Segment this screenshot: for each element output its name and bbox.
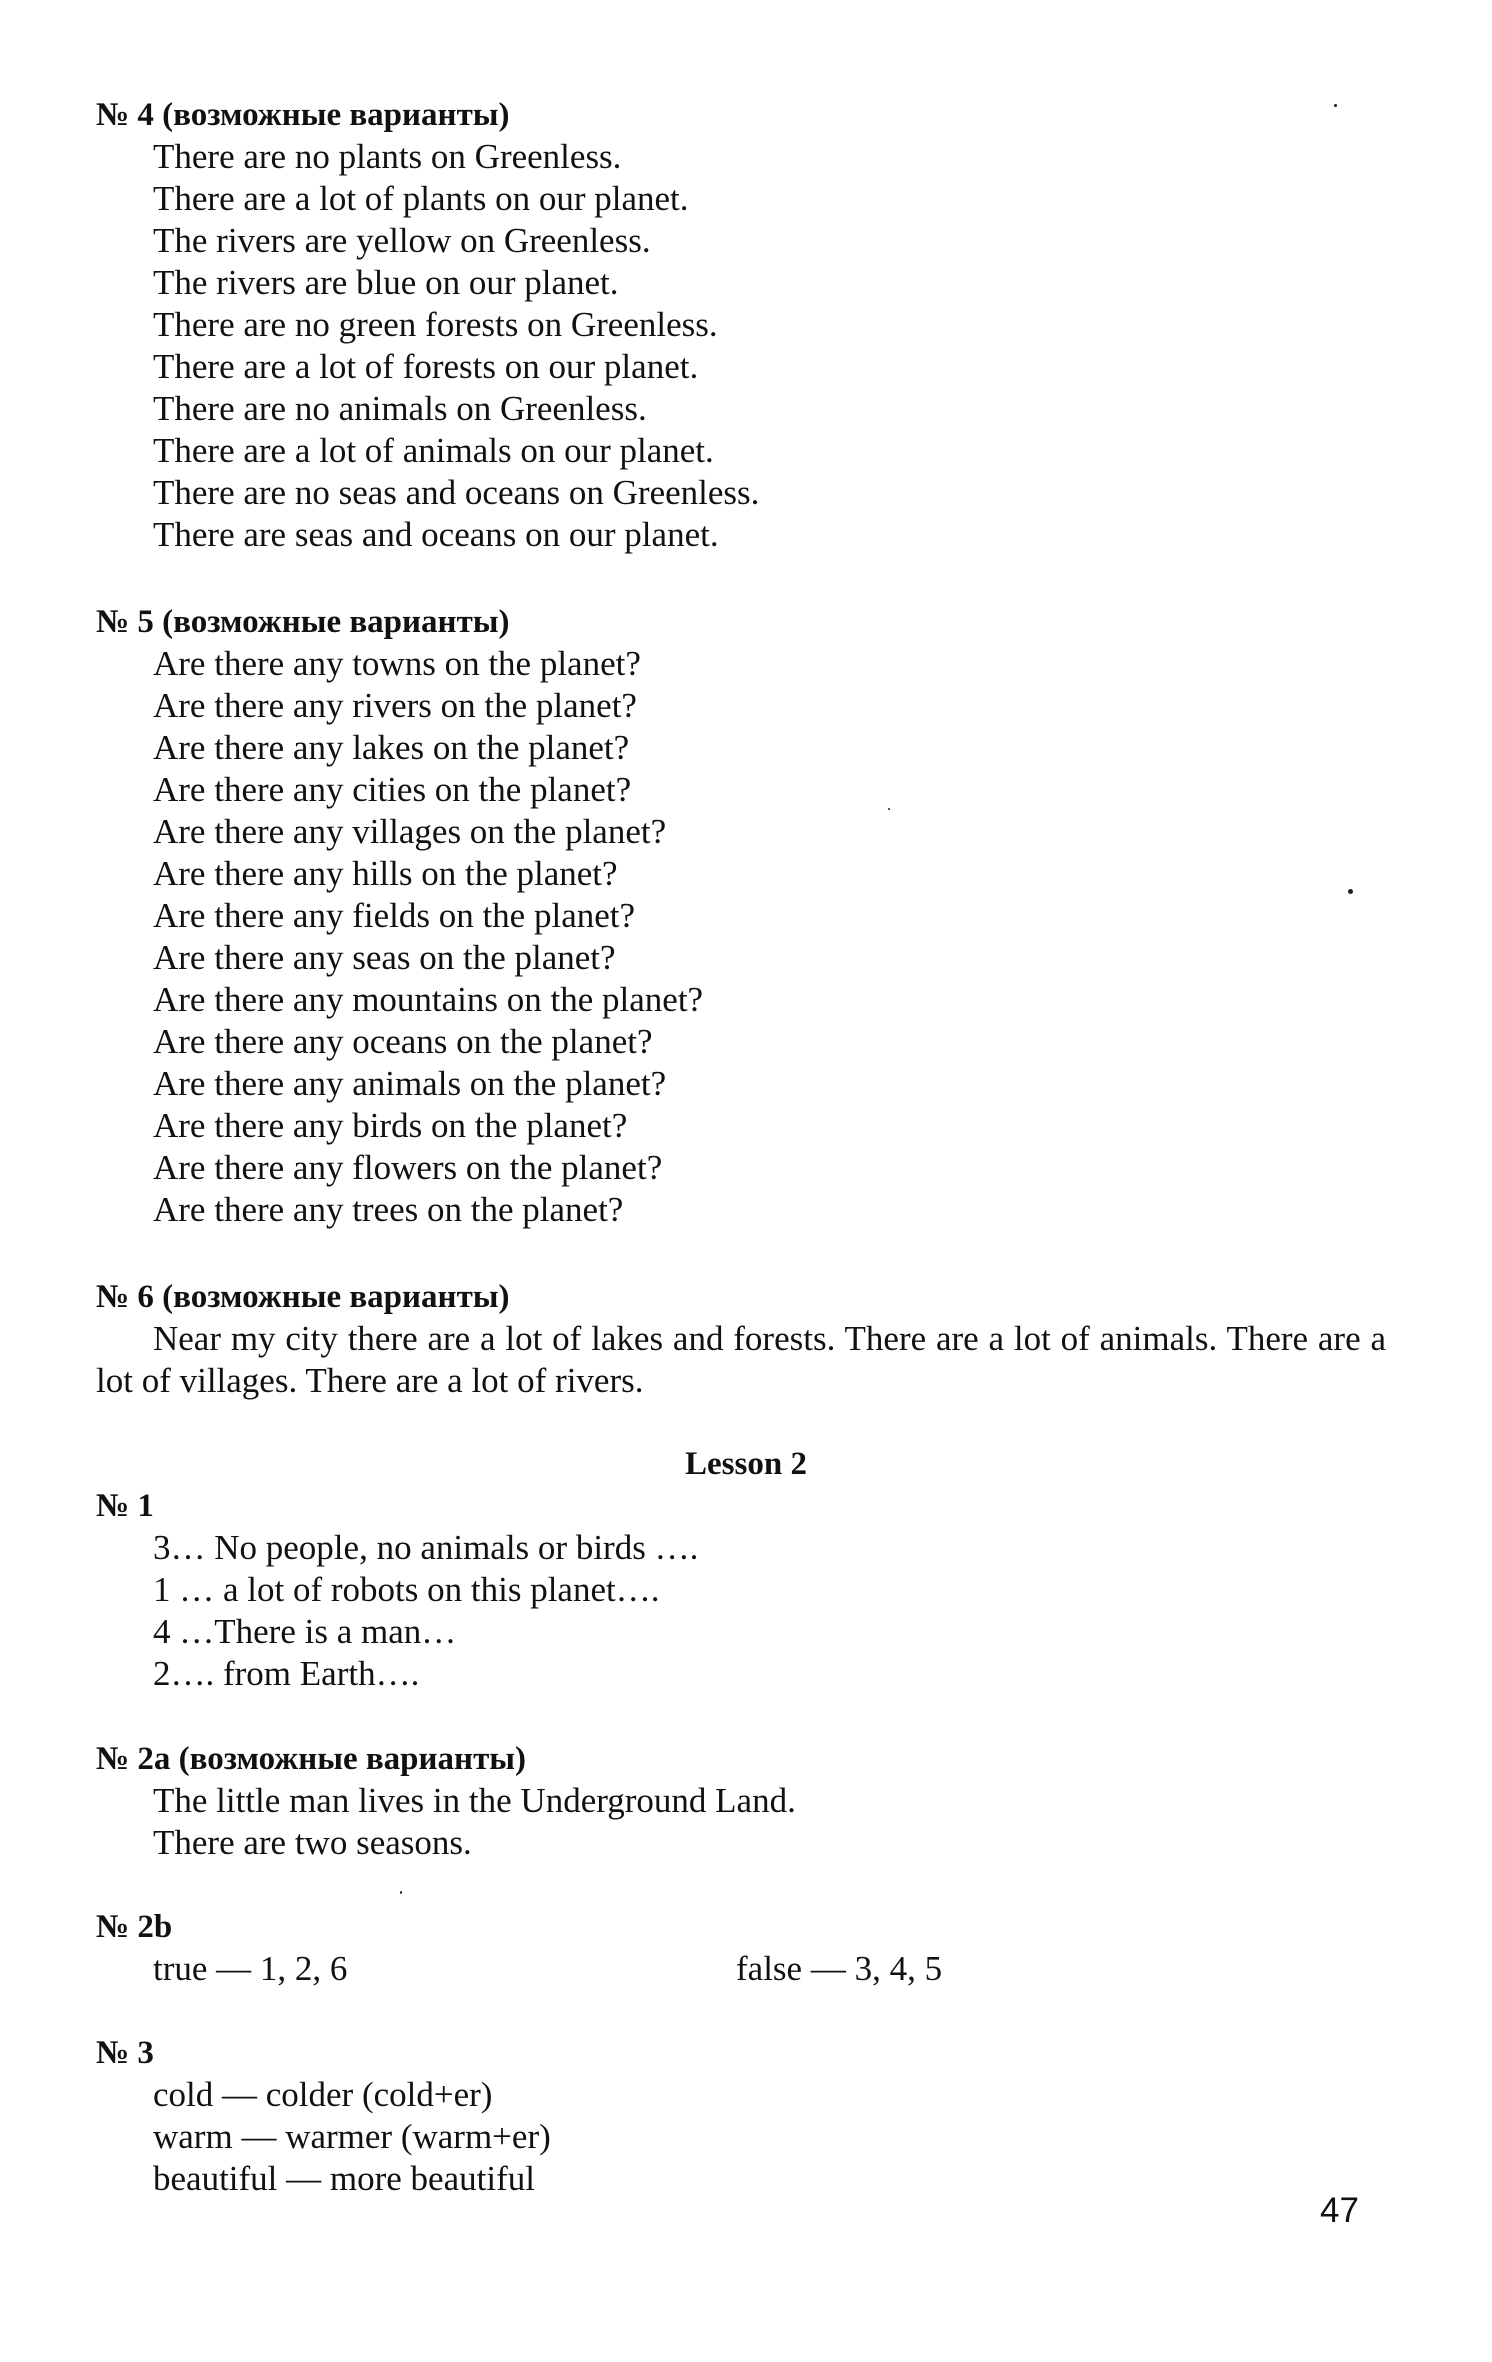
lesson-2-exercise-2a <box>96 1738 1386 1864</box>
lesson-title-text: Lesson 2 <box>685 1446 807 1482</box>
exercise-3-title: № 3 <box>96 2035 154 2071</box>
list-item: 1 … a lot of robots on this planet…. <box>153 1570 660 1609</box>
list-item: There are two seasons. <box>153 1823 472 1862</box>
exercise-2a-title: № 2a (возможные варианты) <box>96 1741 527 1777</box>
list-item: The little man lives in the Underground Land. <box>153 1781 796 1820</box>
exercise-4-title: № 4 (возможные варианты) <box>96 97 510 133</box>
exercise-5-title: № 5 (возможные варианты) <box>96 604 510 640</box>
list-item: Are there any villages on the planet? <box>153 812 667 851</box>
list-item: Are there any hills on the planet? <box>153 854 618 893</box>
list-item: There are a lot of animals on our planet. <box>153 431 714 470</box>
exercise-5 <box>96 601 1386 1231</box>
list-item: There are a lot of plants on our planet. <box>153 179 689 218</box>
page-number: 47 <box>1320 2191 1359 2230</box>
list-item: Are there any towns on the planet? <box>153 644 641 683</box>
list-item: There are no plants on Greenless. <box>153 137 622 176</box>
list-item: Are there any animals on the planet? <box>153 1064 667 1103</box>
false-answers: false — 3, 4, 5 <box>736 1949 943 1988</box>
list-item: Are there any rivers on the planet? <box>153 686 637 725</box>
list-item: Are there any lakes on the planet? <box>153 728 630 767</box>
exercise-1-title: № 1 <box>96 1488 154 1524</box>
list-item: There are no seas and oceans on Greenless. <box>153 473 760 512</box>
lesson-2-exercise-1 <box>96 1485 1386 1695</box>
exercise-2b-title: № 2b <box>96 1909 173 1945</box>
scan-speck <box>888 808 890 810</box>
list-item: There are a lot of forests on our planet. <box>153 347 699 386</box>
list-item: Are there any flowers on the planet? <box>153 1148 663 1187</box>
exercise-6-title: № 6 (возможные варианты) <box>96 1279 510 1315</box>
exercise-6 <box>96 1276 1386 1402</box>
true-answers: true — 1, 2, 6 <box>153 1949 348 1988</box>
list-item: The rivers are blue on our planet. <box>153 263 619 302</box>
list-item: Are there any oceans on the planet? <box>153 1022 653 1061</box>
list-item: Are there any birds on the planet? <box>153 1106 628 1145</box>
list-item: Are there any mountains on the planet? <box>153 980 704 1019</box>
list-item: Are there any trees on the planet? <box>153 1190 624 1229</box>
list-item: 4 …There is a man… <box>153 1612 457 1651</box>
list-item: warm — warmer (warm+er) <box>153 2117 551 2156</box>
list-item: There are no green forests on Greenless. <box>153 305 718 344</box>
list-item: Are there any fields on the planet? <box>153 896 636 935</box>
lesson-2-exercise-3 <box>96 2032 1386 2200</box>
list-item: There are no animals on Greenless. <box>153 389 647 428</box>
list-item: beautiful — more beautiful <box>153 2159 535 2198</box>
scan-speck <box>1334 104 1337 107</box>
list-item: The rivers are yellow on Greenless. <box>153 221 651 260</box>
lesson-title <box>0 1443 1492 1485</box>
true-false-row <box>96 1948 1386 1990</box>
lesson-2-exercise-2b <box>96 1906 1386 1990</box>
list-item: 2…. from Earth…. <box>153 1654 420 1693</box>
scan-speck <box>1348 889 1353 894</box>
exercise-6-paragraph: Near my city there are a lot of lakes and forests. There are a lot of animals. There are a lot of villages. There are a lot of rivers. <box>96 1319 1386 1400</box>
list-item: Are there any seas on the planet? <box>153 938 616 977</box>
exercise-4 <box>96 94 1386 556</box>
list-item: There are seas and oceans on our planet. <box>153 515 719 554</box>
list-item: cold — colder (cold+er) <box>153 2075 493 2114</box>
scan-speck <box>400 1891 402 1894</box>
list-item: 3… No people, no animals or birds …. <box>153 1528 699 1567</box>
list-item: Are there any cities on the planet? <box>153 770 632 809</box>
